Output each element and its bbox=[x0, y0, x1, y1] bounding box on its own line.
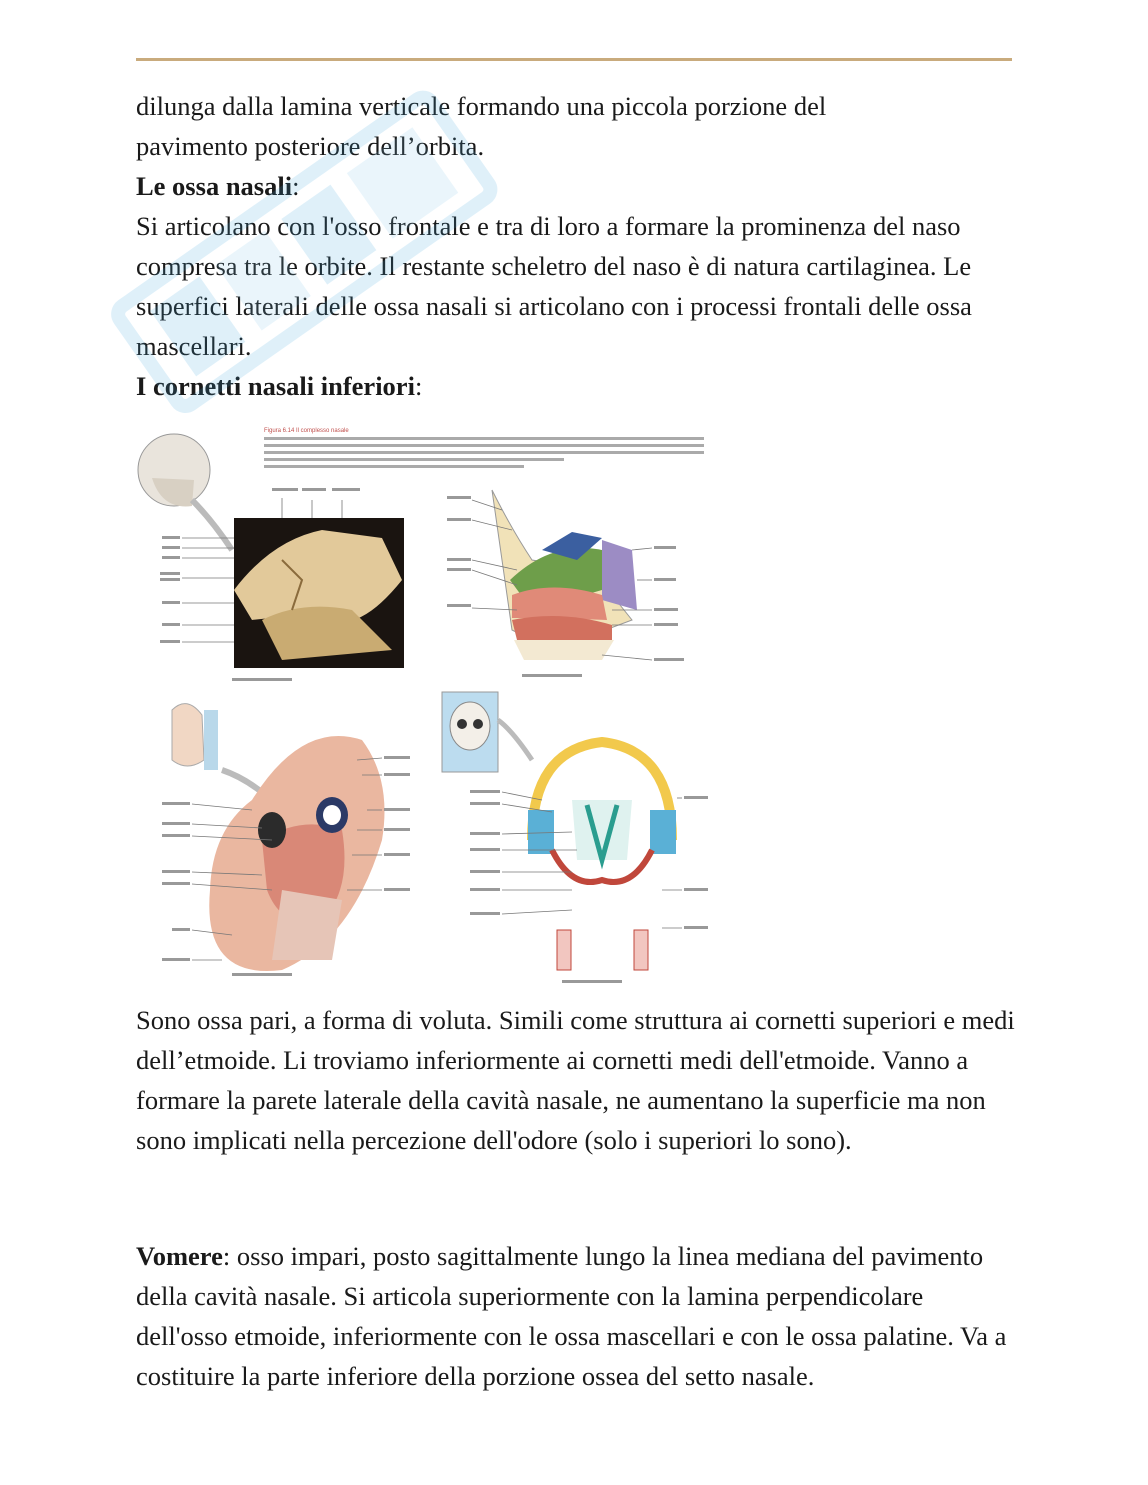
section-heading-cornetti bbox=[136, 366, 1016, 406]
figure-caption-title: Figura 6.14 Il complesso nasale bbox=[264, 428, 349, 434]
section-heading-ossa-nasali bbox=[136, 166, 1016, 206]
term-vomere: Vomere bbox=[136, 1241, 223, 1271]
heading-colon: : bbox=[414, 371, 423, 401]
panel-b-sagittal-schematic bbox=[447, 490, 684, 677]
vomere-description: : osso impari, posto sagittalmente lungo la linea mediana del pavimento della cavità nasale. Si articola superiormente con la lamina perpendicolare dell'osso etmoide, inferiormente con le ossa mascellari e con le ossa palatine. Va a costituire la parte inferiore della porzione ossea del setto nasale. bbox=[136, 1241, 1007, 1391]
header-rule bbox=[136, 58, 1012, 61]
heading-text: Le ossa nasali bbox=[136, 171, 293, 201]
panel-c-coronal-photo bbox=[162, 704, 410, 976]
heading-text: I cornetti nasali inferiori bbox=[136, 371, 415, 401]
paragraph-vomere bbox=[136, 1236, 1016, 1396]
text-block-top bbox=[136, 86, 1016, 406]
paragraph-ossa-nasali: Si articolano con l'osso frontale e tra di loro a formare la prominenza del naso compresa tra le orbite. Il restante scheletro del naso è di natura cartilaginea. Le superfici laterali delle ossa nasali si articolano con i processi frontali delle ossa mascellari. bbox=[136, 211, 972, 361]
anatomy-figure-nasal-complex bbox=[132, 420, 722, 990]
text-line: pavimento posteriore dell’orbita. bbox=[136, 131, 485, 161]
panel-a-sagittal-photo bbox=[138, 434, 404, 681]
paragraph-cornetti: Sono ossa pari, a forma di voluta. Simili come struttura ai cornetti superiori e medi dell’etmoide. Li troviamo inferiormente ai cornetti medi dell'etmoide. Vanno a formare la parete laterale della cavità nasale, ne aumentano la superficie ma non sono implicati nella percezione dell'odore (solo i superiori lo sono). bbox=[136, 1005, 1015, 1155]
heading-colon: : bbox=[292, 171, 300, 201]
panel-d-coronal-schematic bbox=[442, 692, 708, 983]
text-line: dilunga dalla lamina verticale formando una piccola porzione del bbox=[136, 91, 827, 121]
